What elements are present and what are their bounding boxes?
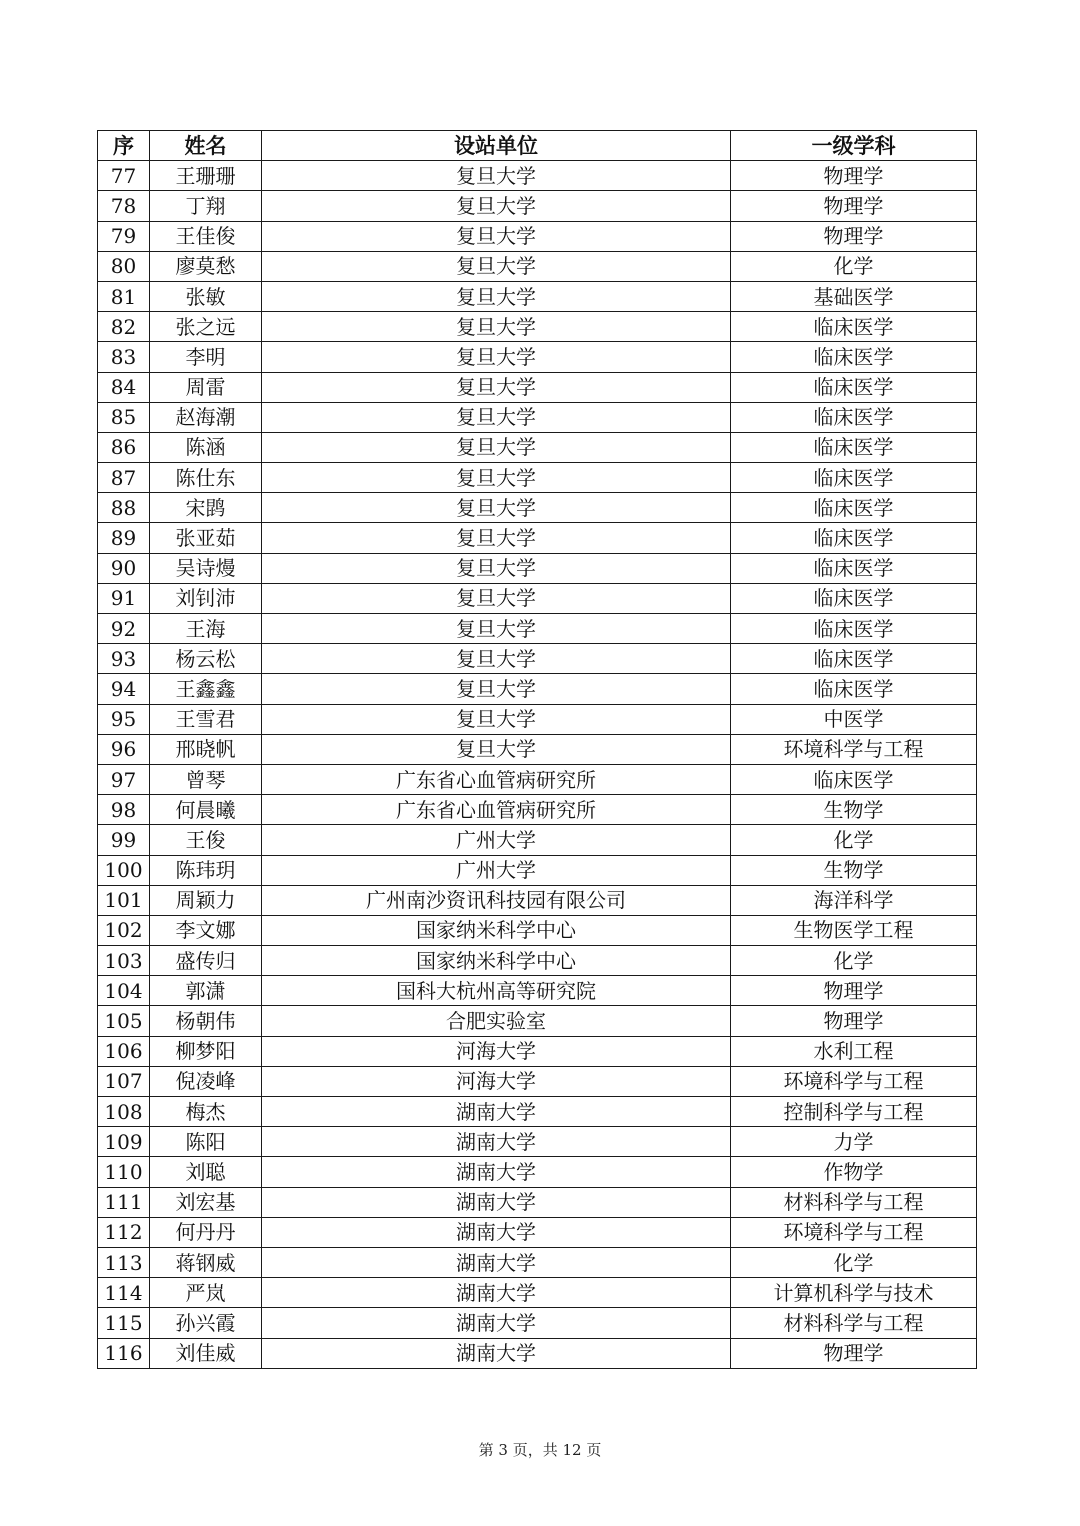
table-row <box>98 644 977 674</box>
subject-cell: 水利工程 <box>731 1036 977 1066</box>
table-row <box>98 402 977 432</box>
name-cell: 郭潇 <box>150 976 262 1006</box>
table-row <box>98 1338 977 1368</box>
unit-cell: 国家纳米科学中心 <box>262 946 731 976</box>
unit-cell: 湖南大学 <box>262 1097 731 1127</box>
table-row <box>98 1157 977 1187</box>
table-row <box>98 251 977 281</box>
table-row <box>98 704 977 734</box>
unit-cell: 复旦大学 <box>262 523 731 553</box>
name-cell: 梅杰 <box>150 1097 262 1127</box>
unit-cell: 复旦大学 <box>262 614 731 644</box>
seq-cell: 78 <box>98 191 150 221</box>
name-cell: 杨朝伟 <box>150 1006 262 1036</box>
unit-cell: 复旦大学 <box>262 191 731 221</box>
name-cell: 李明 <box>150 342 262 372</box>
seq-cell: 110 <box>98 1157 150 1187</box>
table-row <box>98 1247 977 1277</box>
name-cell: 盛传归 <box>150 946 262 976</box>
unit-cell: 国科大杭州高等研究院 <box>262 976 731 1006</box>
subject-cell: 作物学 <box>731 1157 977 1187</box>
header-seq: 序 <box>98 131 150 161</box>
table-row <box>98 764 977 794</box>
table-row <box>98 342 977 372</box>
subject-cell: 临床医学 <box>731 342 977 372</box>
header-name: 姓名 <box>150 131 262 161</box>
table-row <box>98 1006 977 1036</box>
seq-cell: 97 <box>98 764 150 794</box>
name-cell: 王珊珊 <box>150 161 262 191</box>
subject-cell: 临床医学 <box>731 463 977 493</box>
subject-cell: 物理学 <box>731 1006 977 1036</box>
table-body <box>98 161 977 1369</box>
table-row <box>98 1097 977 1127</box>
table-row <box>98 674 977 704</box>
seq-cell: 83 <box>98 342 150 372</box>
seq-cell: 100 <box>98 855 150 885</box>
table-header <box>98 131 977 161</box>
unit-cell: 广东省心血管病研究所 <box>262 795 731 825</box>
table-row <box>98 825 977 855</box>
table-row <box>98 1036 977 1066</box>
seq-cell: 114 <box>98 1278 150 1308</box>
seq-cell: 80 <box>98 251 150 281</box>
subject-cell: 物理学 <box>731 1338 977 1368</box>
table-row <box>98 915 977 945</box>
subject-cell: 临床医学 <box>731 312 977 342</box>
name-cell: 陈仕东 <box>150 463 262 493</box>
subject-cell: 临床医学 <box>731 583 977 613</box>
name-cell: 刘宏基 <box>150 1187 262 1217</box>
seq-cell: 102 <box>98 915 150 945</box>
table-row <box>98 946 977 976</box>
seq-cell: 92 <box>98 614 150 644</box>
unit-cell: 复旦大学 <box>262 281 731 311</box>
name-cell: 刘佳威 <box>150 1338 262 1368</box>
subject-cell: 物理学 <box>731 161 977 191</box>
name-cell: 张敏 <box>150 281 262 311</box>
seq-cell: 98 <box>98 795 150 825</box>
table-row <box>98 734 977 764</box>
subject-cell: 临床医学 <box>731 402 977 432</box>
table-row <box>98 583 977 613</box>
unit-cell: 合肥实验室 <box>262 1006 731 1036</box>
name-cell: 何晨曦 <box>150 795 262 825</box>
unit-cell: 复旦大学 <box>262 221 731 251</box>
name-cell: 何丹丹 <box>150 1217 262 1247</box>
unit-cell: 河海大学 <box>262 1036 731 1066</box>
seq-cell: 104 <box>98 976 150 1006</box>
subject-cell: 化学 <box>731 251 977 281</box>
seq-cell: 87 <box>98 463 150 493</box>
seq-cell: 79 <box>98 221 150 251</box>
name-cell: 曾琴 <box>150 764 262 794</box>
name-cell: 吴诗熳 <box>150 553 262 583</box>
name-cell: 丁翔 <box>150 191 262 221</box>
subject-cell: 临床医学 <box>731 372 977 402</box>
table-row <box>98 523 977 553</box>
subject-cell: 环境科学与工程 <box>731 734 977 764</box>
name-cell: 邢晓帆 <box>150 734 262 764</box>
seq-cell: 94 <box>98 674 150 704</box>
seq-cell: 77 <box>98 161 150 191</box>
unit-cell: 复旦大学 <box>262 493 731 523</box>
table-row <box>98 372 977 402</box>
table-row <box>98 432 977 462</box>
unit-cell: 复旦大学 <box>262 704 731 734</box>
seq-cell: 105 <box>98 1006 150 1036</box>
table-row <box>98 553 977 583</box>
name-cell: 陈玮玥 <box>150 855 262 885</box>
unit-cell: 广东省心血管病研究所 <box>262 764 731 794</box>
table-row <box>98 1308 977 1338</box>
subject-cell: 基础医学 <box>731 281 977 311</box>
unit-cell: 湖南大学 <box>262 1127 731 1157</box>
subject-cell: 临床医学 <box>731 614 977 644</box>
subject-cell: 环境科学与工程 <box>731 1217 977 1247</box>
seq-cell: 82 <box>98 312 150 342</box>
seq-cell: 111 <box>98 1187 150 1217</box>
unit-cell: 广州南沙资讯科技园有限公司 <box>262 885 731 915</box>
table-row <box>98 281 977 311</box>
unit-cell: 广州大学 <box>262 825 731 855</box>
subject-cell: 生物学 <box>731 855 977 885</box>
name-cell: 柳梦阳 <box>150 1036 262 1066</box>
name-cell: 陈涵 <box>150 432 262 462</box>
subject-cell: 物理学 <box>731 221 977 251</box>
name-cell: 倪凌峰 <box>150 1066 262 1096</box>
unit-cell: 复旦大学 <box>262 463 731 493</box>
unit-cell: 湖南大学 <box>262 1187 731 1217</box>
unit-cell: 复旦大学 <box>262 674 731 704</box>
subject-cell: 海洋科学 <box>731 885 977 915</box>
table-row <box>98 493 977 523</box>
table-row <box>98 855 977 885</box>
table-row <box>98 1127 977 1157</box>
subject-cell: 化学 <box>731 946 977 976</box>
seq-cell: 95 <box>98 704 150 734</box>
seq-cell: 91 <box>98 583 150 613</box>
name-cell: 王鑫鑫 <box>150 674 262 704</box>
seq-cell: 81 <box>98 281 150 311</box>
unit-cell: 复旦大学 <box>262 372 731 402</box>
table-row <box>98 1066 977 1096</box>
page-number-footer: 第 3 页，共 12 页 <box>478 1441 602 1459</box>
unit-cell: 湖南大学 <box>262 1157 731 1187</box>
subject-cell: 生物医学工程 <box>731 915 977 945</box>
seq-cell: 90 <box>98 553 150 583</box>
unit-cell: 复旦大学 <box>262 342 731 372</box>
unit-cell: 复旦大学 <box>262 734 731 764</box>
seq-cell: 93 <box>98 644 150 674</box>
header-subject: 一级学科 <box>731 131 977 161</box>
table-row <box>98 161 977 191</box>
name-cell: 杨云松 <box>150 644 262 674</box>
table-row <box>98 885 977 915</box>
unit-cell: 复旦大学 <box>262 251 731 281</box>
seq-cell: 109 <box>98 1127 150 1157</box>
unit-cell: 复旦大学 <box>262 312 731 342</box>
seq-cell: 96 <box>98 734 150 764</box>
name-cell: 张亚茹 <box>150 523 262 553</box>
unit-cell: 复旦大学 <box>262 161 731 191</box>
seq-cell: 106 <box>98 1036 150 1066</box>
unit-cell: 复旦大学 <box>262 583 731 613</box>
subject-cell: 中医学 <box>731 704 977 734</box>
subject-cell: 生物学 <box>731 795 977 825</box>
name-cell: 王俊 <box>150 825 262 855</box>
table-row <box>98 795 977 825</box>
subject-cell: 物理学 <box>731 976 977 1006</box>
seq-cell: 84 <box>98 372 150 402</box>
unit-cell: 湖南大学 <box>262 1247 731 1277</box>
unit-cell: 复旦大学 <box>262 402 731 432</box>
subject-cell: 临床医学 <box>731 764 977 794</box>
unit-cell: 国家纳米科学中心 <box>262 915 731 945</box>
name-cell: 廖莫愁 <box>150 251 262 281</box>
header-unit: 设站单位 <box>262 131 731 161</box>
subject-cell: 化学 <box>731 825 977 855</box>
seq-cell: 99 <box>98 825 150 855</box>
seq-cell: 108 <box>98 1097 150 1127</box>
unit-cell: 河海大学 <box>262 1066 731 1096</box>
name-cell: 王海 <box>150 614 262 644</box>
unit-cell: 复旦大学 <box>262 553 731 583</box>
subject-cell: 材料科学与工程 <box>731 1187 977 1217</box>
seq-cell: 115 <box>98 1308 150 1338</box>
name-cell: 王佳俊 <box>150 221 262 251</box>
seq-cell: 113 <box>98 1247 150 1277</box>
roster-table <box>97 130 977 1369</box>
table-row <box>98 312 977 342</box>
unit-cell: 广州大学 <box>262 855 731 885</box>
table-row <box>98 614 977 644</box>
unit-cell: 复旦大学 <box>262 432 731 462</box>
name-cell: 刘钊沛 <box>150 583 262 613</box>
name-cell: 严岚 <box>150 1278 262 1308</box>
name-cell: 周雷 <box>150 372 262 402</box>
unit-cell: 复旦大学 <box>262 644 731 674</box>
subject-cell: 临床医学 <box>731 553 977 583</box>
table-row <box>98 1217 977 1247</box>
table-row <box>98 463 977 493</box>
unit-cell: 湖南大学 <box>262 1338 731 1368</box>
name-cell: 周颖力 <box>150 885 262 915</box>
subject-cell: 物理学 <box>731 191 977 221</box>
subject-cell: 化学 <box>731 1247 977 1277</box>
table-row <box>98 976 977 1006</box>
header-row <box>98 131 977 161</box>
subject-cell: 环境科学与工程 <box>731 1066 977 1096</box>
seq-cell: 101 <box>98 885 150 915</box>
subject-cell: 临床医学 <box>731 493 977 523</box>
subject-cell: 控制科学与工程 <box>731 1097 977 1127</box>
seq-cell: 112 <box>98 1217 150 1247</box>
subject-cell: 力学 <box>731 1127 977 1157</box>
seq-cell: 85 <box>98 402 150 432</box>
table-row <box>98 1278 977 1308</box>
seq-cell: 103 <box>98 946 150 976</box>
table-row <box>98 1187 977 1217</box>
subject-cell: 计算机科学与技术 <box>731 1278 977 1308</box>
subject-cell: 临床医学 <box>731 674 977 704</box>
subject-cell: 临床医学 <box>731 644 977 674</box>
name-cell: 宋鹍 <box>150 493 262 523</box>
table-row <box>98 191 977 221</box>
subject-cell: 材料科学与工程 <box>731 1308 977 1338</box>
seq-cell: 88 <box>98 493 150 523</box>
name-cell: 李文娜 <box>150 915 262 945</box>
unit-cell: 湖南大学 <box>262 1217 731 1247</box>
name-cell: 张之远 <box>150 312 262 342</box>
seq-cell: 116 <box>98 1338 150 1368</box>
subject-cell: 临床医学 <box>731 432 977 462</box>
seq-cell: 89 <box>98 523 150 553</box>
seq-cell: 86 <box>98 432 150 462</box>
name-cell: 刘聪 <box>150 1157 262 1187</box>
name-cell: 孙兴霞 <box>150 1308 262 1338</box>
unit-cell: 湖南大学 <box>262 1308 731 1338</box>
name-cell: 王雪君 <box>150 704 262 734</box>
seq-cell: 107 <box>98 1066 150 1096</box>
unit-cell: 湖南大学 <box>262 1278 731 1308</box>
subject-cell: 临床医学 <box>731 523 977 553</box>
name-cell: 赵海潮 <box>150 402 262 432</box>
name-cell: 蒋钢威 <box>150 1247 262 1277</box>
table-row <box>98 221 977 251</box>
name-cell: 陈阳 <box>150 1127 262 1157</box>
